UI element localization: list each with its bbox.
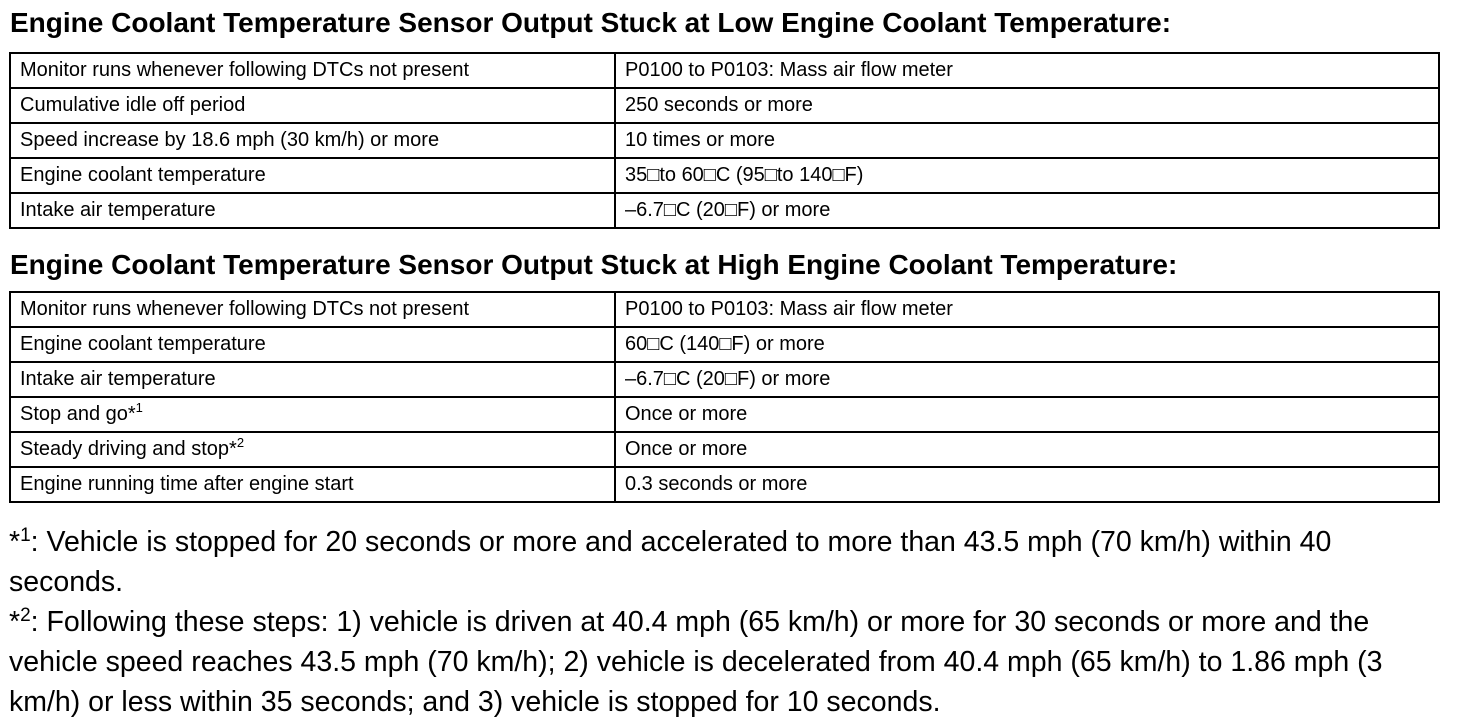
table-row [10, 362, 1439, 397]
value-cell: Once or more [615, 432, 1439, 467]
condition-cell: Monitor runs whenever following DTCs not present [10, 53, 615, 88]
table-row [10, 327, 1439, 362]
value-cell: 35□to 60□C (95□to 140□F) [615, 158, 1439, 193]
low-section-title: Engine Coolant Temperature Sensor Output Stuck at Low Engine Coolant Temperature: [10, 7, 1172, 38]
table-row [10, 123, 1439, 158]
condition-cell: Monitor runs whenever following DTCs not present [10, 292, 615, 327]
value-cell: Once or more [615, 397, 1439, 432]
table-row [10, 432, 1439, 467]
footnote-2 [9, 602, 1449, 722]
footnote-text: : Following these steps: 1) vehicle is driven at 40.4 mph (65 km/h) or more for 30 seconds or more and the vehicle speed reaches 43.5 mph (70 km/h); 2) vehicle is decelerated from 40.4 mph (65 km/h) to 1.86 mph (3 km/h) or less within 35 seconds; and 3) vehicle is stopped for 10 seconds. [9, 606, 1383, 718]
high-temp-conditions-table [9, 291, 1440, 503]
footnote-asterisk: * [9, 606, 21, 638]
table-row [10, 397, 1439, 432]
condition-cell: Cumulative idle off period [10, 88, 615, 123]
condition-cell: Speed increase by 18.6 mph (30 km/h) or more [10, 123, 615, 158]
footnote-text: : Vehicle is stopped for 20 seconds or more and accelerated to more than 43.5 mph (70 km/h) within 40 seconds. [9, 526, 1332, 598]
value-cell: P0100 to P0103: Mass air flow meter [615, 53, 1439, 88]
value-cell: 0.3 seconds or more [615, 467, 1439, 502]
condition-cell: Intake air temperature [10, 193, 615, 228]
condition-cell [10, 397, 615, 432]
high-section-title: Engine Coolant Temperature Sensor Output Stuck at High Engine Coolant Temperature: [10, 249, 1178, 280]
footnote-asterisk: * [9, 526, 21, 558]
condition-cell: Engine running time after engine start [10, 467, 615, 502]
footnote-marker: 2 [236, 435, 245, 450]
value-cell: 60□C (140□F) or more [615, 327, 1439, 362]
table-row [10, 53, 1439, 88]
footnotes [9, 522, 1449, 722]
footnote-1 [9, 522, 1449, 602]
value-cell: 10 times or more [615, 123, 1439, 158]
footnote-number: 2 [20, 605, 31, 626]
table-row [10, 292, 1439, 327]
value-cell: 250 seconds or more [615, 88, 1439, 123]
condition-label: Steady driving and stop* [20, 438, 237, 460]
condition-cell: Engine coolant temperature [10, 327, 615, 362]
value-cell: P0100 to P0103: Mass air flow meter [615, 292, 1439, 327]
condition-label: Stop and go* [20, 403, 136, 425]
condition-cell: Intake air temperature [10, 362, 615, 397]
condition-cell [10, 432, 615, 467]
low-temp-conditions-table [9, 52, 1440, 229]
value-cell: –6.7□C (20□F) or more [615, 362, 1439, 397]
footnote-number: 1 [20, 525, 31, 546]
footnote-marker: 1 [135, 400, 143, 415]
condition-cell: Engine coolant temperature [10, 158, 615, 193]
table-row [10, 88, 1439, 123]
value-cell: –6.7□C (20□F) or more [615, 193, 1439, 228]
table-row [10, 193, 1439, 228]
table-row [10, 467, 1439, 502]
table-row [10, 158, 1439, 193]
